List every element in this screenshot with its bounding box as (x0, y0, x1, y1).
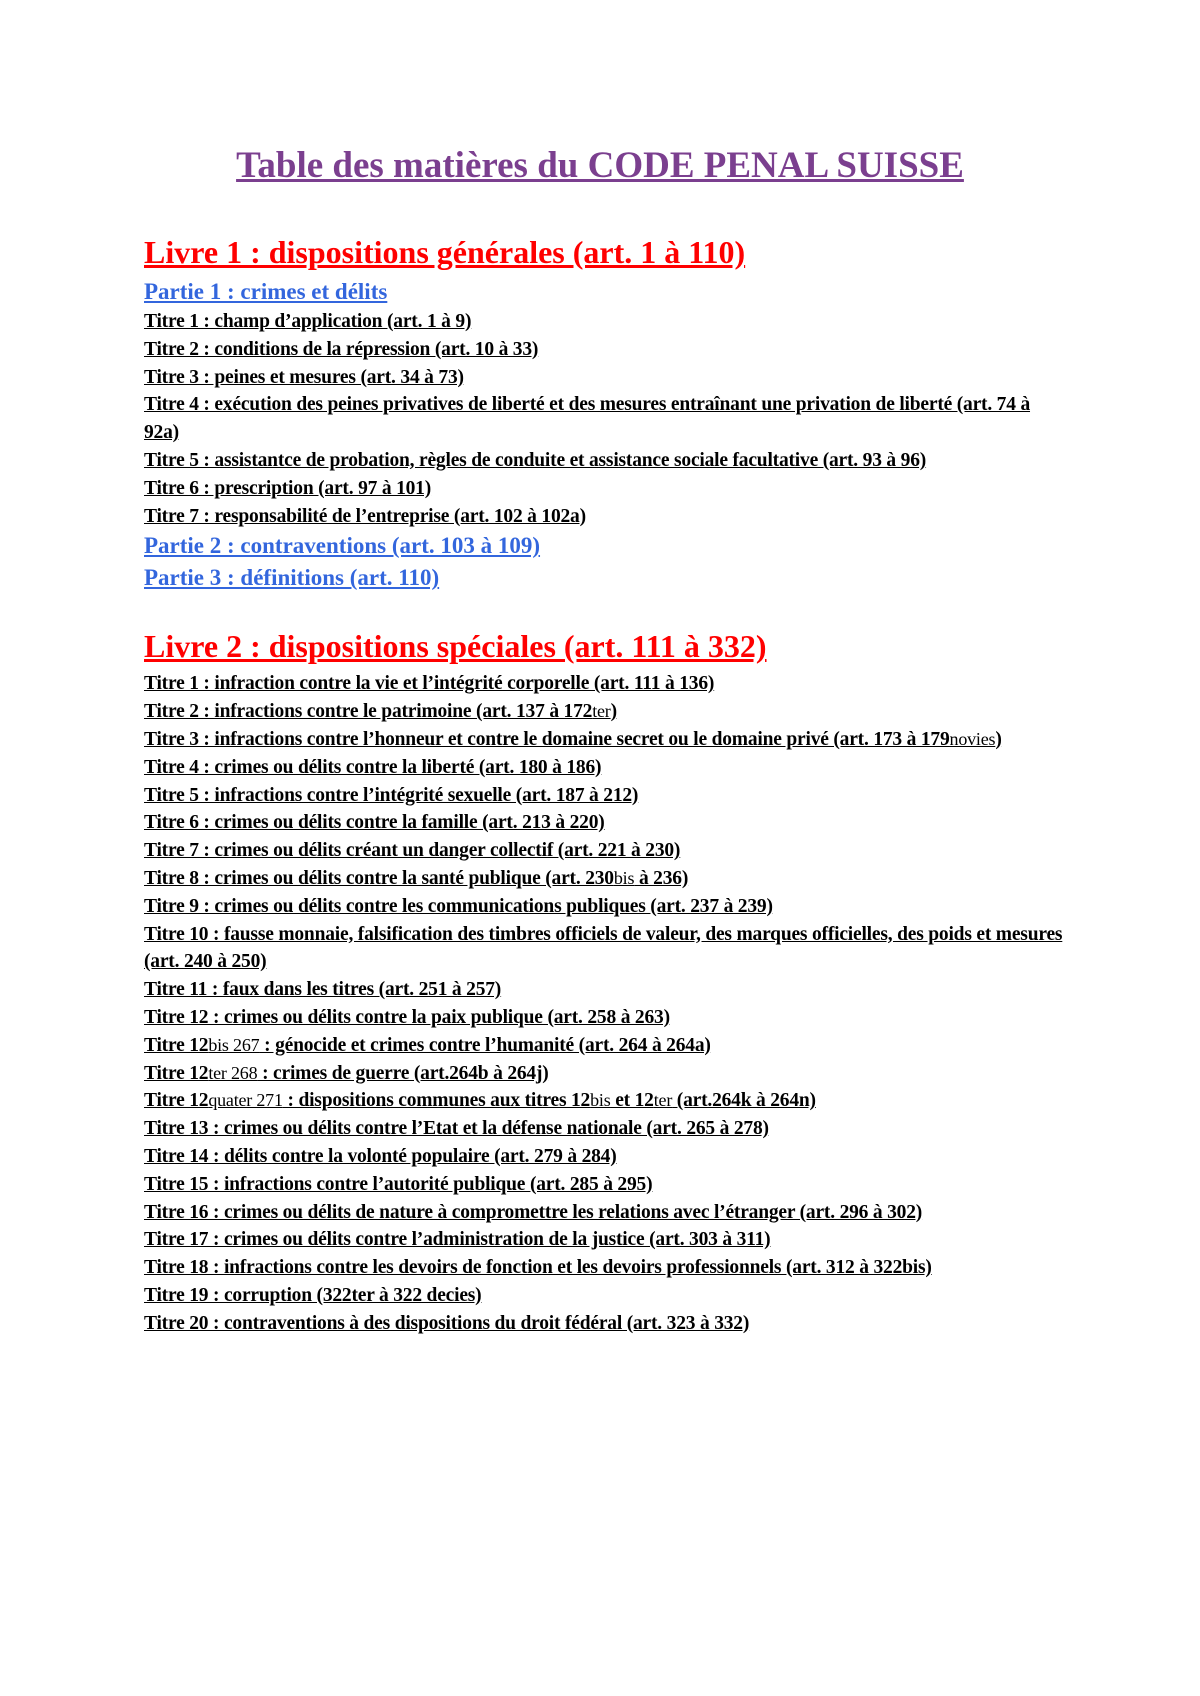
partie-2-heading[interactable]: Partie 2 : contraventions (art. 103 à 109) (144, 533, 541, 559)
titre-text: : génocide et crimes contre l’humanité (art. 264 à 264a) (259, 1034, 711, 1056)
livre2-titre-8[interactable] (144, 865, 1064, 893)
livre2-titre-12ter[interactable] (144, 1060, 1064, 1088)
toc-content (144, 232, 1064, 1338)
titre-suffix: ter (592, 701, 611, 722)
titre-suffix: ter 268 (208, 1062, 258, 1083)
partie-3-heading[interactable]: Partie 3 : définitions (art. 110) (144, 565, 440, 591)
livre2-titre-12[interactable]: Titre 12 : crimes ou délits contre la paix publique (art. 258 à 263) (144, 1006, 670, 1028)
titre-text: Titre 12 (144, 1090, 209, 1112)
livre2-titre-19[interactable]: Titre 19 : corruption (322ter à 322 decies) (144, 1284, 482, 1306)
livre2-titre-5[interactable]: Titre 5 : infractions contre l’intégrité sexuelle (art. 187 à 212) (144, 784, 639, 806)
titre-text: Titre 3 : infractions contre l’honneur et contre le domaine secret ou le domaine privé (art. 173 à 179 (144, 728, 950, 750)
livre2-titre-4[interactable]: Titre 4 : crimes ou délits contre la liberté (art. 180 à 186) (144, 756, 602, 778)
livre2-titre-2[interactable] (144, 698, 1064, 726)
titre-suffix: quater 271 (208, 1090, 283, 1111)
document-title: Table des matières du CODE PENAL SUISSE (236, 145, 964, 186)
livre1-titre-6[interactable]: Titre 6 : prescription (art. 97 à 101) (144, 477, 432, 499)
titre-text: (art.264k à 264n) (672, 1090, 816, 1112)
livre1-titre-1[interactable]: Titre 1 : champ d’application (art. 1 à 9) (144, 311, 472, 332)
titre-text: : dispositions communes aux titres 12 (282, 1090, 591, 1112)
livre2-titre-18[interactable]: Titre 18 : infractions contre les devoirs de fonction et les devoirs professionnels (art. 312 à 322bis) (144, 1257, 932, 1279)
livre1-titre-2[interactable]: Titre 2 : conditions de la répression (art. 10 à 33) (144, 338, 539, 360)
titre-text: ) (610, 701, 617, 723)
livre2-titre-10[interactable]: Titre 10 : fausse monnaie, falsification des timbres officiels de valeur, des marques officielles, des poids et mesures (art. 240 à 250) (144, 923, 1063, 973)
titre-text: Titre 8 : crimes ou délits contre la santé publique (art. 230 (144, 867, 614, 889)
titre-suffix: novies (949, 728, 996, 749)
livre2-titre-13[interactable]: Titre 13 : crimes ou délits contre l’Etat et la défense nationale (art. 265 à 278) (144, 1118, 769, 1140)
titre-text: Titre 2 : infractions contre le patrimoine (art. 137 à 172 (144, 701, 593, 723)
livre1-titre-7[interactable]: Titre 7 : responsabilité de l’entreprise (art. 102 à 102a) (144, 505, 586, 527)
titre-suffix: bis (590, 1090, 611, 1111)
titre-text: : crimes de guerre (art.264b à 264j) (257, 1062, 549, 1084)
titre-text: ) (995, 728, 1002, 750)
livre2-titre-11[interactable]: Titre 11 : faux dans les titres (art. 251 à 257) (144, 979, 502, 1001)
titre-text: Titre 12 (144, 1062, 209, 1084)
livre1-titre-3[interactable]: Titre 3 : peines et mesures (art. 34 à 73) (144, 366, 464, 388)
livre1-titre-4[interactable]: Titre 4 : exécution des peines privatives de liberté et des mesures entraînant une privation de liberté (art. 74 à 92a) (144, 394, 1031, 444)
titre-suffix: bis 267 (208, 1034, 260, 1055)
livre2-titre-1[interactable]: Titre 1 : infraction contre la vie et l’intégrité corporelle (art. 111 à 136) (144, 673, 715, 695)
livre2-titre-6[interactable]: Titre 6 : crimes ou délits contre la famille (art. 213 à 220) (144, 812, 605, 834)
livre2-titre-15[interactable]: Titre 15 : infractions contre l’autorité publique (art. 285 à 295) (144, 1173, 653, 1195)
livre2-titre-7[interactable]: Titre 7 : crimes ou délits créant un danger collectif (art. 221 à 230) (144, 840, 681, 862)
livre2-titre-12quater[interactable] (144, 1087, 1064, 1115)
livre-1-heading[interactable]: Livre 1 : dispositions générales (art. 1 à 110) (144, 234, 746, 270)
livre2-titre-16[interactable]: Titre 16 : crimes ou délits de nature à compromettre les relations avec l’étranger (art. 296 à 302) (144, 1201, 923, 1223)
livre-2-heading[interactable]: Livre 2 : dispositions spéciales (art. 111 à 332) (144, 628, 767, 665)
livre2-titre-17[interactable]: Titre 17 : crimes ou délits contre l’administration de la justice (art. 303 à 311) (144, 1229, 771, 1251)
partie-1-heading[interactable]: Partie 1 : crimes et délits (144, 279, 388, 304)
titre-suffix: bis (613, 867, 635, 888)
titre-text: à 236) (634, 867, 689, 889)
titre-suffix: ter (653, 1090, 673, 1111)
titre-text: Titre 12 (144, 1034, 209, 1056)
titre-text: et 12 (610, 1090, 654, 1112)
livre2-titre-9[interactable]: Titre 9 : crimes ou délits contre les communications publiques (art. 237 à 239) (144, 895, 773, 917)
livre2-titre-12bis[interactable] (144, 1032, 1064, 1060)
livre2-titre-3[interactable] (144, 726, 1064, 754)
livre2-titre-14[interactable]: Titre 14 : délits contre la volonté populaire (art. 279 à 284) (144, 1145, 617, 1167)
livre2-titre-20[interactable]: Titre 20 : contraventions à des dispositions du droit fédéral (art. 323 à 332) (144, 1312, 750, 1334)
livre1-titre-5[interactable]: Titre 5 : assistantce de probation, règles de conduite et assistance sociale facultative (art. 93 à 96) (144, 449, 927, 471)
